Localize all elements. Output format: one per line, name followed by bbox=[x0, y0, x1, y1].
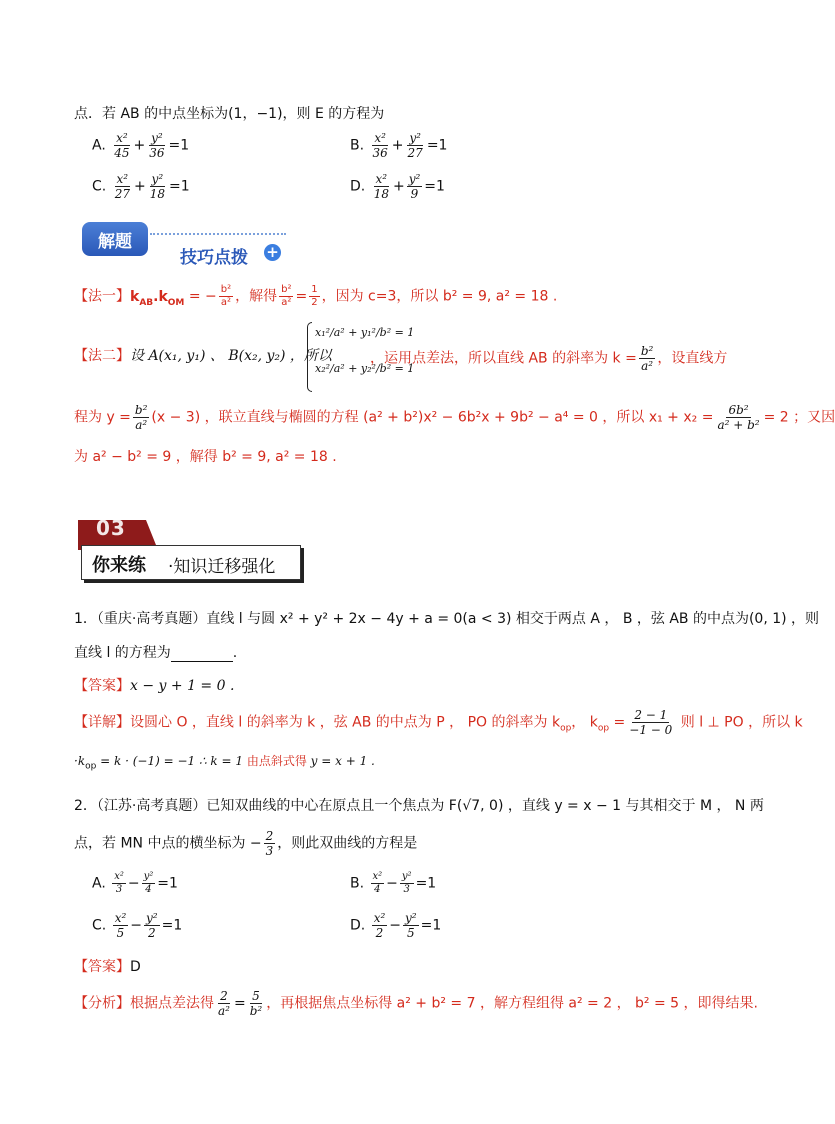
tips-title: 技巧点拨 bbox=[180, 248, 248, 268]
q2-option-a[interactable]: A. $\frac{\text{x²}}{3}$ − $\frac{\text{y²}}{4}$ =1 bbox=[92, 871, 178, 895]
q1-detail-line1: 【详解】设圆心 O ，直线 l 的斜率为 k ，弦 AB 的中点为 P ， PO 的斜率为 $k_{op}$， $k_{op}$ = $\frac{2 - 1}{-1 - 0}$ 则 l ⊥ PO ，所以 k bbox=[74, 708, 803, 737]
answer-blank[interactable] bbox=[171, 647, 233, 662]
solution-badge: 解题 bbox=[82, 222, 148, 256]
option-d[interactable]: D. $\frac{\text{x²}}{18}$ + $\frac{\text{y²}}{9}$ =1 bbox=[350, 172, 445, 201]
system-eq2: x₂²/a² + y₂²/b² = 1 bbox=[315, 362, 415, 375]
q2-option-b[interactable]: B. $\frac{\text{x²}}{4}$ − $\frac{\text{y²}}{3}$ =1 bbox=[350, 871, 437, 895]
q2-line1: 2．（江苏·高考真题）已知双曲线的中心在原点且一个焦点为 F(√7, 0) ，直线 y = x − 1 与其相交于 M ， N 两 bbox=[74, 798, 764, 814]
section-number: 03 bbox=[96, 516, 126, 540]
banner-divider bbox=[150, 233, 286, 235]
system-brace bbox=[307, 322, 312, 392]
q1-detail-line2: $\cdot k_{op} = k \cdot (-1) = -1$ ∴ k = 1 由点斜式得 y = x + 1 . bbox=[74, 754, 375, 772]
q2-line2: 点，若 MN 中点的横坐标为 − $\frac{2}{3}$ ，则此双曲线的方程是 bbox=[74, 829, 418, 858]
option-a[interactable]: A. $\frac{\text{x²}}{45}$ + $\frac{\text{y²}}{36}$ =1 bbox=[92, 131, 190, 160]
question-stem: 点．若 AB 的中点坐标为(1，−1)，则 E 的方程为 bbox=[74, 106, 385, 122]
system-eq1: x₁²/a² + y₁²/b² = 1 bbox=[315, 326, 415, 339]
section-subtitle: ·知识迁移强化 bbox=[168, 557, 276, 577]
section-title: 你来练 bbox=[92, 555, 146, 576]
plus-icon[interactable]: + bbox=[264, 244, 281, 261]
q2-answer: 【答案】D bbox=[74, 959, 141, 975]
q2-option-d[interactable]: D. $\frac{\text{x²}}{2}$ − $\frac{\text{y²}}{5}$ =1 bbox=[350, 911, 442, 940]
method1-line: 【法一】$k_{AB}.k_{OM}$ = − $\frac{\text{b²}}{\text{a²}}$ ，解得 $\frac{\text{b²}}{\text{a²}}$ = $\frac{1}{2}$ ，因为 c=3，所以 b² = 9, a² = 18 . bbox=[74, 284, 558, 308]
method2-line1-b: ，运用点差法，所以直线 AB 的斜率为 k = $\frac{\text{b²}}{\text{a²}}$ ，设直线方 bbox=[370, 344, 728, 373]
q2-analysis: 【分析】根据点差法得 $\frac{2}{\text{a²}}$ = $\frac{5}{\text{b²}}$ ，再根据焦点坐标得 a² + b² = 7 ，解方程组得 a² = 2 ， b² = 5 ，即得结果. bbox=[74, 989, 758, 1018]
method2-line2: 程为 y = $\frac{\text{b²}}{\text{a²}}$ (x − 3) ，联立直线与椭圆的方程 (a² + b²)x² − 6b²x + 9b² − a⁴ = 0 ，所以 x₁ + x₂ = $\frac{\text{6b²}}{\text{a² + b²}}$ = 2 ；又因 bbox=[74, 403, 835, 432]
q1-line1: 1．（重庆·高考真题）直线 l 与圆 x² + y² + 2x − 4y + a = 0(a < 3) 相交于两点 A ， B ，弦 AB 的中点为(0, 1) ，则 bbox=[74, 611, 820, 627]
option-b[interactable]: B. $\frac{\text{x²}}{36}$ + $\frac{\text{y²}}{27}$ =1 bbox=[350, 131, 448, 160]
q1-line2: 直线 l 的方程为 . bbox=[74, 645, 238, 661]
q2-option-c[interactable]: C. $\frac{\text{x²}}{5}$ − $\frac{\text{y²}}{2}$ =1 bbox=[92, 911, 183, 940]
method2-line3: 为 a² − b² = 9 ，解得 b² = 9, a² = 18 . bbox=[74, 449, 337, 465]
option-c[interactable]: C. $\frac{\text{x²}}{27}$ + $\frac{\text{y²}}{18}$ =1 bbox=[92, 172, 190, 201]
method2-line1-a: 【法二】设 A(x₁, y₁) 、 B(x₂, y₂) ，所以 bbox=[74, 348, 332, 364]
q1-answer: 【答案】x − y + 1 = 0 . bbox=[74, 678, 235, 694]
